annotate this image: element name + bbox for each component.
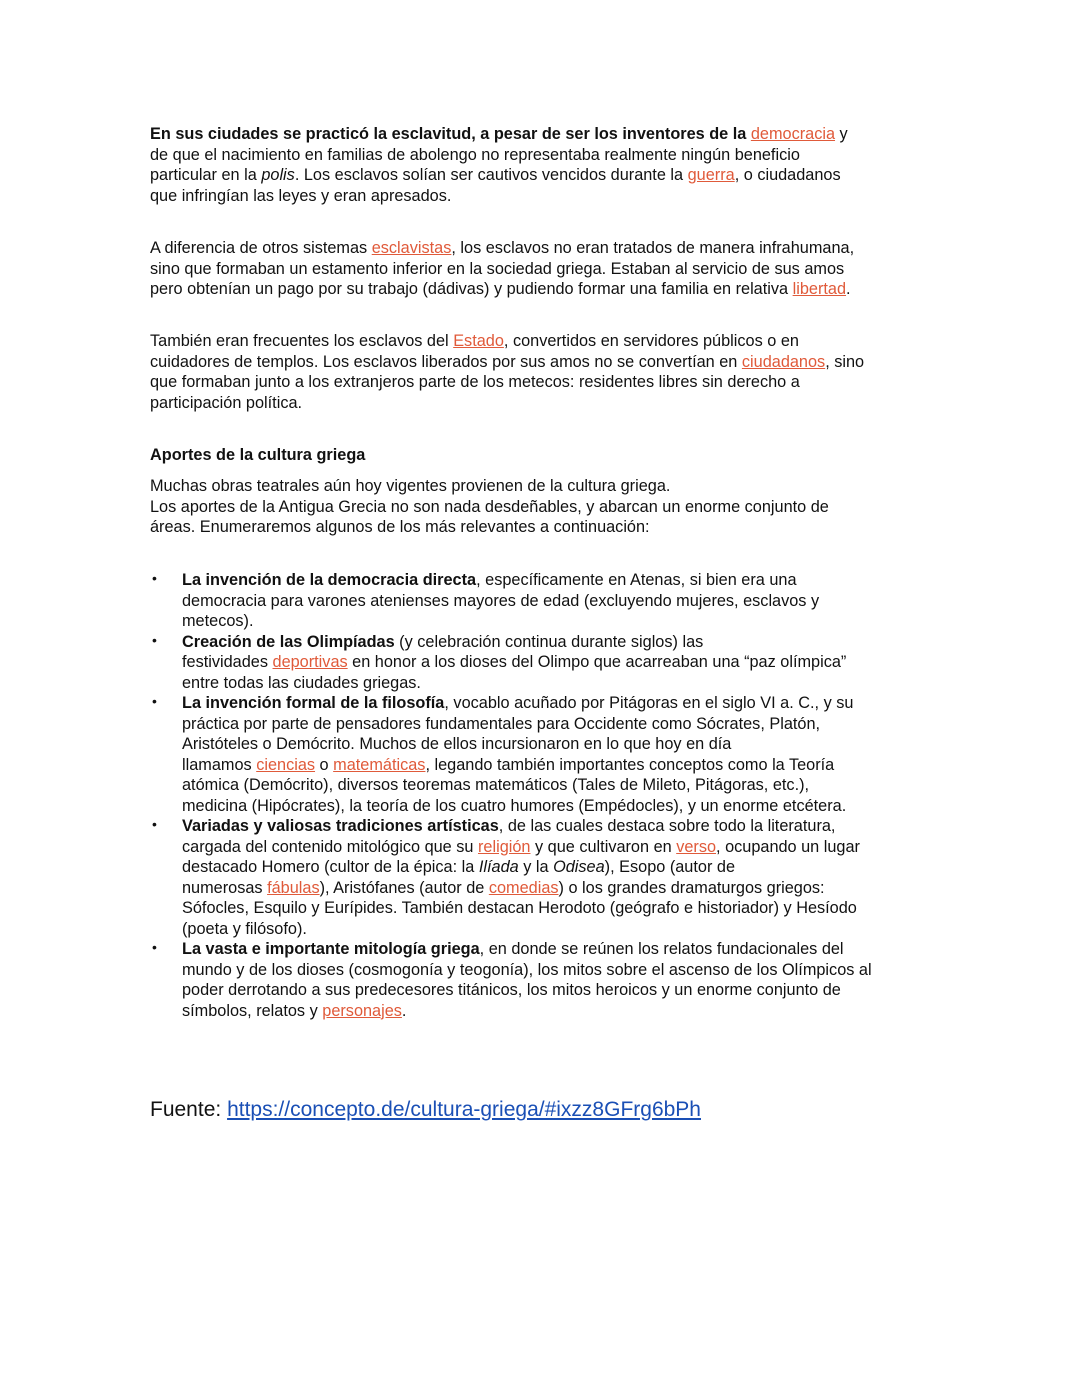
text: ), Esopo (autor de [604, 858, 735, 876]
text: sino que formaban un estamento inferior en la sociedad griega. Estaban al servicio de sus amos [150, 259, 845, 278]
text: áreas. Enumeraremos algunos de los más relevantes a continuación: [150, 518, 650, 536]
bullet-icon: • [152, 939, 157, 955]
text: particular en la [150, 166, 262, 184]
text: medicina (Hipócrates), la teoría de los cuatro humores (Empédocles), y un enorme etcétera. [182, 796, 847, 815]
text: participación política. [150, 393, 303, 412]
text: Sófocles, Esquilo y Eurípides. También destacan Herodoto (geógrafo e historiador) y Hesíodo [182, 899, 857, 917]
bold-text: La invención de la democracia directa [182, 571, 477, 589]
text: y que cultivaron en [530, 837, 677, 856]
inline-link[interactable]: ciudadanos [741, 352, 826, 371]
text-line [182, 693, 950, 714]
text: poder derrotando a sus predecesores titánicos, los mitos heroicos y un enorme conjunto de [182, 981, 841, 999]
inline-link[interactable]: guerra [687, 166, 735, 184]
text: A diferencia de otros sistemas [150, 239, 372, 257]
text-line [150, 186, 950, 207]
text-line [150, 259, 950, 280]
text-line [182, 611, 950, 632]
text: ), Aristófanes (autor de [319, 878, 489, 897]
paragraph-slavery [150, 124, 950, 206]
text-line [150, 279, 950, 300]
italic-text: polis [261, 166, 295, 184]
bold-text: Creación de las Olimpíadas [182, 632, 395, 651]
text: y [835, 125, 848, 143]
source-line [150, 1097, 701, 1123]
text-line [182, 939, 950, 960]
text: democracia para varones atenienses mayores de edad (excluyendo mujeres, esclavos y [182, 591, 820, 610]
text-line [182, 816, 950, 837]
text-line [182, 1001, 950, 1022]
inline-link[interactable]: comedias [488, 878, 559, 897]
inline-link[interactable]: fábulas [267, 878, 320, 897]
section-heading [150, 445, 950, 466]
text-line [182, 980, 950, 1001]
source-link[interactable]: https://concepto.de/cultura-griega/#ixzz8GFrg6bPh [227, 1098, 701, 1121]
inline-link[interactable]: deportivas [272, 653, 348, 671]
paragraph-intro [150, 476, 950, 538]
text: , o ciudadanos [734, 166, 841, 184]
text-line [182, 591, 950, 612]
text: , convertidos en servidores públicos o en [503, 332, 799, 350]
text-line [182, 796, 950, 817]
list-item [150, 570, 950, 632]
text-line [182, 755, 950, 776]
text-line [150, 393, 950, 414]
text: mundo y de los dioses (cosmogonía y teogonía), los mitos sobre el ascenso de los Olímpicos al [182, 960, 872, 979]
text-line [150, 476, 950, 497]
text: Muchas obras teatrales aún hoy vigentes provienen de la cultura griega. [150, 477, 671, 495]
inline-link[interactable]: libertad [792, 280, 847, 298]
text: llamamos [182, 755, 257, 774]
text: cargada del contenido mitológico que su [182, 837, 478, 856]
inline-link[interactable]: ciencias [256, 755, 316, 774]
text: festividades [182, 653, 273, 671]
text: ) o los grandes dramaturgos griegos: [558, 878, 825, 897]
text: , específicamente en Atenas, si bien era una [476, 571, 797, 589]
text-line [182, 673, 950, 694]
paragraph-state-slaves [150, 331, 950, 413]
text: . [846, 280, 851, 298]
text-line [182, 775, 950, 796]
text: (y celebración continua durante siglos) las [394, 632, 704, 651]
text-line [182, 878, 950, 899]
text: pero obtenían un pago por su trabajo (dádivas) y pudiendo formar una familia en relativa [150, 280, 793, 298]
text: práctica por parte de pensadores fundamentales para Occidente como Sócrates, Platón, [182, 714, 821, 733]
text: También eran frecuentes los esclavos del [150, 332, 454, 350]
bullet-icon: • [152, 570, 157, 586]
text: atómica (Demócrito), diversos teoremas matemáticos (Tales de Mileto, Pitágoras, etc.), [182, 776, 810, 794]
list-item [150, 632, 950, 694]
text-line [182, 570, 950, 591]
text-line [150, 497, 950, 518]
bold-text: Aportes de la cultura griega [150, 446, 366, 464]
text: , legando también importantes conceptos como la Teoría [425, 755, 835, 774]
inline-link[interactable]: esclavistas [371, 239, 452, 257]
text: metecos). [182, 612, 254, 630]
text-line [182, 632, 950, 653]
text-line [150, 445, 950, 466]
text: símbolos, relatos y [182, 1001, 323, 1020]
list-item [150, 693, 950, 816]
bullet-icon: • [152, 693, 157, 709]
bold-text: La invención formal de la filosofía [182, 694, 445, 712]
text: de que el nacimiento en familias de abolengo no representaba realmente ningún beneficio [150, 145, 800, 164]
text: , vocablo acuñado por Pitágoras en el siglo VI a. C., y su [444, 694, 854, 712]
text: cuidadores de templos. Los esclavos liberados por sus amos no se convertían en [150, 352, 742, 371]
bold-text: En sus ciudades se practicó la esclavitud, a pesar de ser los inventores de la [150, 125, 751, 143]
text: . [401, 1001, 407, 1020]
contributions-list [150, 570, 950, 1021]
text-line [182, 652, 950, 673]
text: , ocupando un lugar [716, 837, 860, 856]
text: en honor a los dioses del Olimpo que acarreaban una “paz olímpica” [347, 653, 847, 671]
inline-link[interactable]: matemáticas [333, 755, 426, 774]
text-line [150, 124, 950, 145]
bold-text: La vasta e importante mitología griega [182, 940, 480, 958]
text-line [150, 517, 950, 538]
inline-link[interactable]: personajes [322, 1001, 402, 1020]
inline-link[interactable]: Estado [453, 332, 504, 350]
italic-text: Odisea [553, 858, 605, 876]
text-line [150, 352, 950, 373]
text-line [150, 372, 950, 393]
text-line [182, 960, 950, 981]
list-item [150, 816, 950, 939]
text: (poeta y filósofo). [182, 919, 307, 938]
bold-text: Variadas y valiosas tradiciones artísticas [182, 817, 499, 835]
text-line [150, 331, 950, 352]
text: numerosas [182, 878, 268, 897]
text: que infringían las leyes y eran apresados. [150, 186, 452, 205]
text: o [315, 755, 334, 774]
text-line [182, 837, 950, 858]
text-line [182, 734, 950, 755]
text-line [150, 165, 950, 186]
text: , los esclavos no eran tratados de manera infrahumana, [451, 239, 855, 257]
italic-text: Ilíada [478, 858, 519, 876]
list-item [150, 939, 950, 1021]
text: . Los esclavos solían ser cautivos vencidos durante la [294, 166, 688, 184]
text: Aristóteles o Demócrito. Muchos de ellos incursionaron en lo que hoy en día [182, 735, 732, 753]
text: , de las cuales destaca sobre todo la literatura, [498, 817, 836, 835]
text: y la [518, 858, 554, 876]
text: , en donde se reúnen los relatos fundacionales del [479, 940, 844, 958]
text-line [182, 714, 950, 735]
bullet-icon: • [152, 816, 157, 832]
inline-link[interactable]: verso [676, 837, 717, 856]
text-line [182, 919, 950, 940]
text-line [150, 238, 950, 259]
text-line [150, 145, 950, 166]
text: , sino [825, 352, 865, 371]
text: destacado Homero (cultor de la épica: la [182, 858, 479, 876]
text-line [182, 857, 950, 878]
inline-link[interactable]: religión [477, 837, 531, 856]
paragraph-slave-systems [150, 238, 950, 300]
inline-link[interactable]: democracia [750, 125, 836, 143]
text: que formaban junto a los extranjeros parte de los metecos: residentes libres sin derecho a [150, 373, 800, 391]
text-line [182, 898, 950, 919]
bullet-icon: • [152, 631, 157, 648]
source-label: Fuente: [150, 1098, 228, 1121]
text: entre todas las ciudades griegas. [182, 673, 421, 692]
text: Los aportes de la Antigua Grecia no son nada desdeñables, y abarcan un enorme conjunto de [150, 497, 829, 516]
